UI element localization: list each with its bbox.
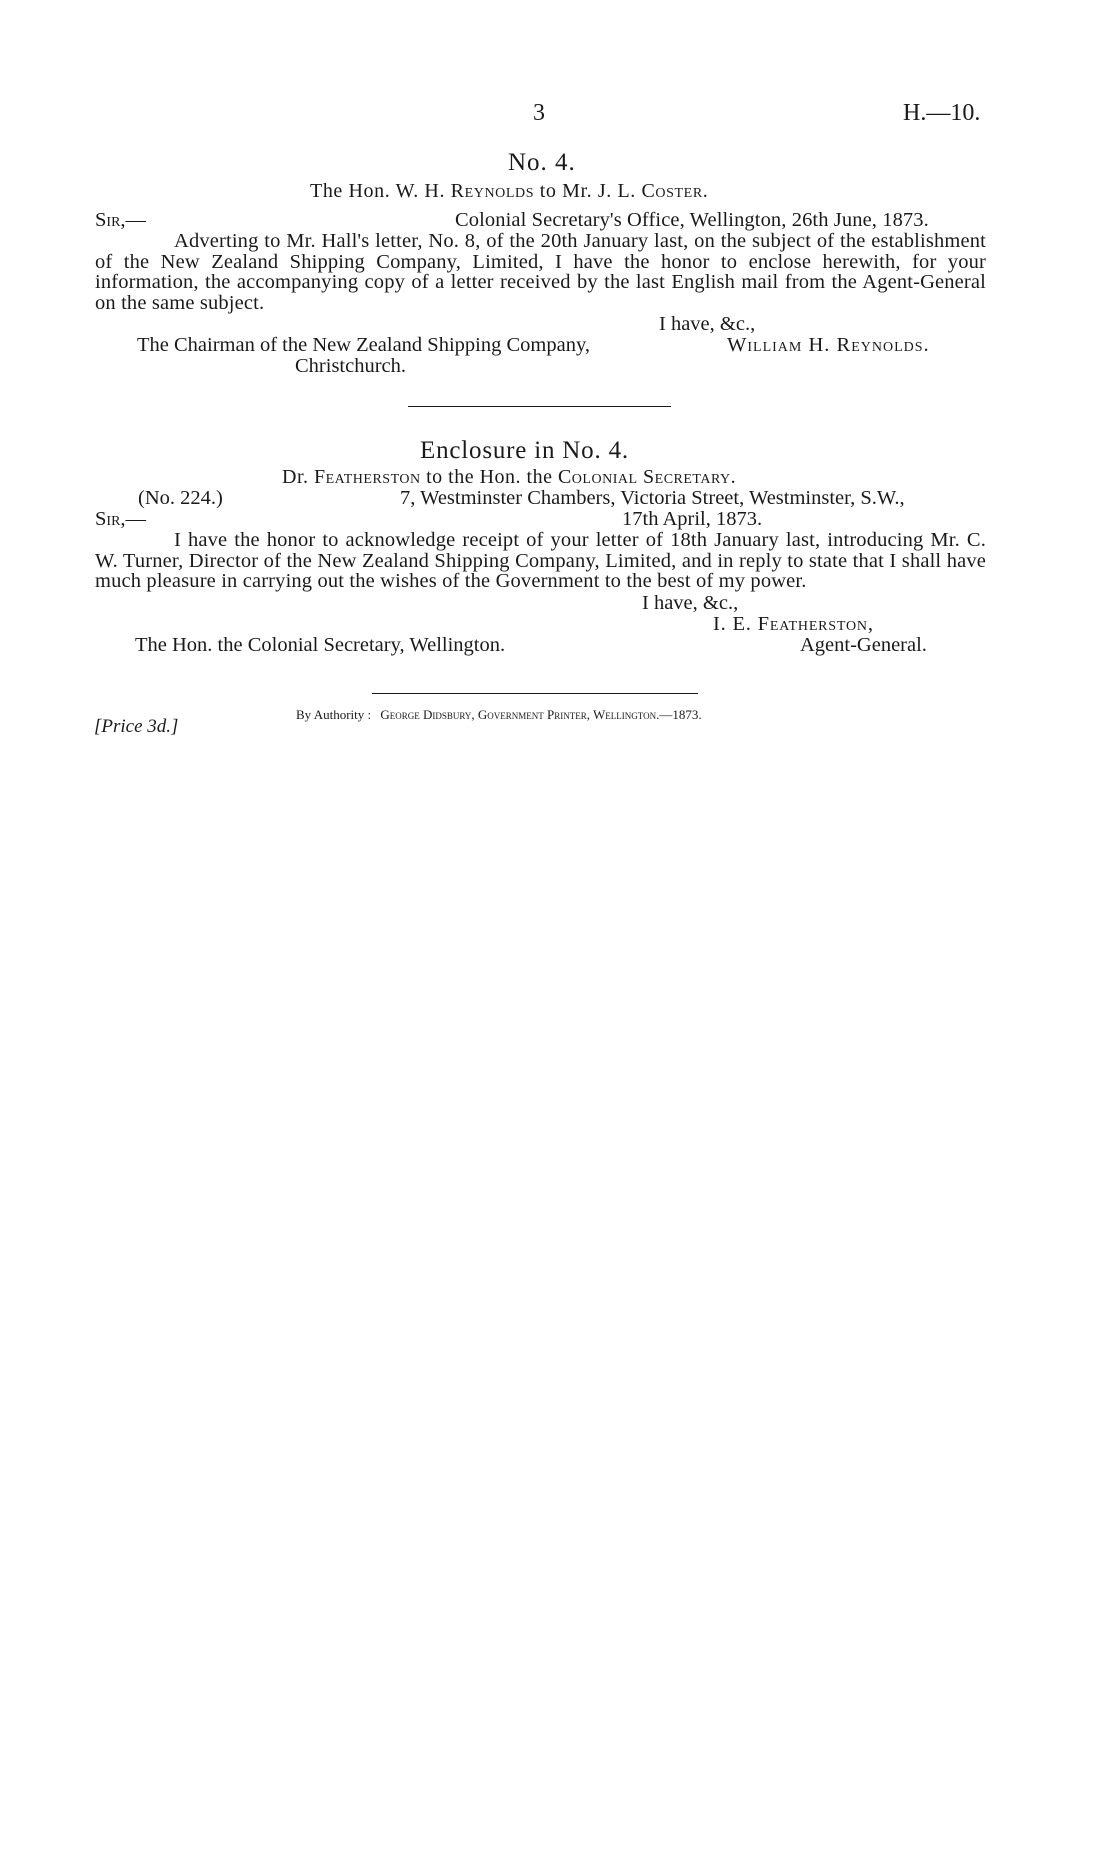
letter-to-name: Coster.	[641, 180, 709, 202]
section-divider	[408, 406, 671, 407]
price-label: [Price 3d.]	[94, 716, 179, 737]
imprint-printer: George Didsbury, Government Printer, Wellington.—1873.	[380, 707, 702, 722]
enclosure-heading: Enclosure in No. 4.	[420, 437, 629, 464]
document-reference: H.—10.	[903, 100, 981, 126]
imprint-authority-label: By Authority :	[296, 707, 372, 722]
enclosure-address: 7, Westminster Chambers, Victoria Street, Westminster, S.W.,	[400, 487, 905, 509]
letter-heading: No. 4.	[508, 149, 576, 176]
letter-from-name: Reynolds	[450, 180, 535, 202]
enclosure-recipient: The Hon. the Colonial Secretary, Wellington.	[135, 634, 506, 656]
letter-to-prefix: to Mr. J. L.	[539, 180, 636, 202]
imprint-divider	[372, 693, 698, 694]
imprint-line	[296, 708, 702, 721]
letter-signature: William H. Reynolds.	[727, 334, 930, 356]
letter-closing: I have, &c.,	[659, 313, 756, 335]
enclosure-body: I have the honor to acknowledge receipt of your letter of 18th January last, introducing Mr. C. W. Turner, Director of the New Zealand Shipping Company, Limited, and in reply to state that I shall have much pleasure in carrying out the wishes of the Government to the best of my power.	[95, 529, 986, 592]
enclosure-reference-number: (No. 224.)	[138, 487, 223, 509]
enclosure-closing: I have, &c.,	[642, 592, 739, 614]
letter-salutation: Sir,—	[95, 209, 147, 231]
enclosure-salutation: Sir,—	[95, 508, 147, 530]
enclosure-signature-name: I. E. Featherston,	[713, 613, 874, 635]
enclosure-signature-title: Agent-General.	[800, 634, 927, 656]
enclosure-from-name: Featherston	[314, 466, 421, 488]
letter-from-prefix: The Hon. W. H.	[310, 180, 446, 202]
letter-address-date: Colonial Secretary's Office, Wellington, 26th June, 1873.	[455, 209, 929, 231]
enclosure-from-prefix: Dr.	[282, 466, 309, 488]
page-number: 3	[533, 100, 545, 126]
letter-recipient-line2: Christchurch.	[295, 355, 407, 377]
enclosure-to-prefix: to the Hon. the	[426, 466, 553, 488]
letter-body: Adverting to Mr. Hall's letter, No. 8, of the 20th January last, on the subject of the establishment of the New Zealand Shipping Company, Limited, I have the honor to enclose herewith, for your information, the accompanying copy of a letter received by the last English mail from the Agent-General on the same subject.	[95, 230, 986, 314]
enclosure-to-name: Colonial Secretary.	[557, 466, 737, 488]
enclosure-from-to-line	[282, 467, 736, 487]
enclosure-date: 17th April, 1873.	[622, 508, 763, 530]
letter-from-to-line	[310, 181, 708, 201]
letter-recipient-line1: The Chairman of the New Zealand Shipping Company,	[137, 334, 590, 356]
